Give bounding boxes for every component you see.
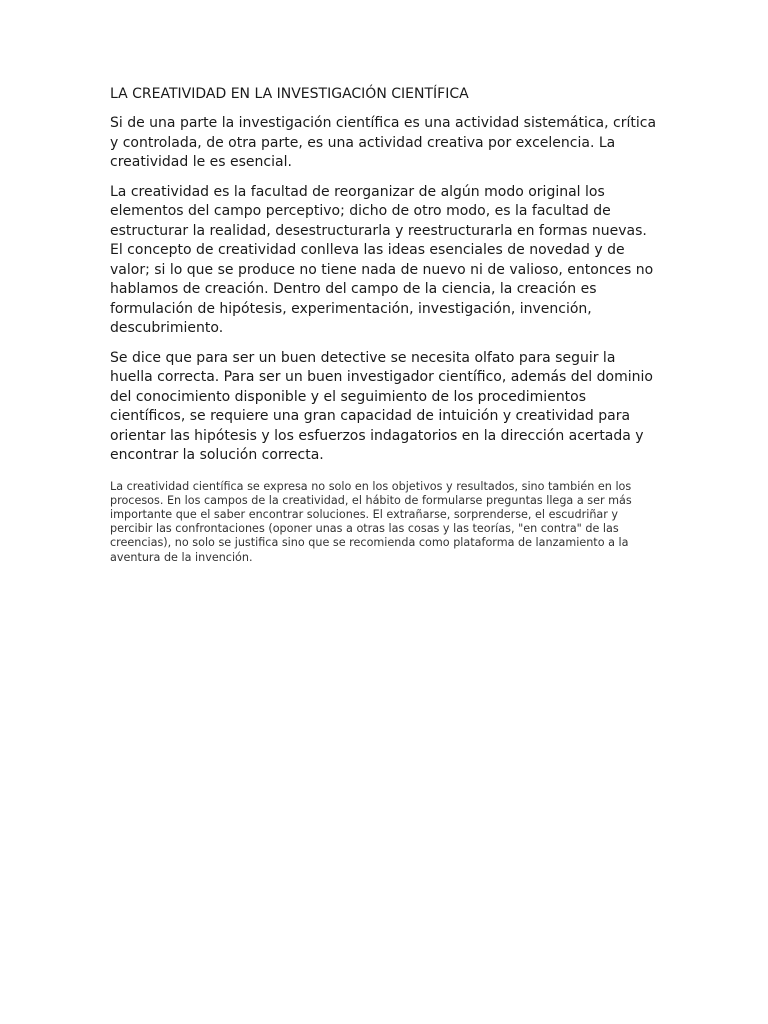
paragraph-intro: Si de una parte la investigación científica es una actividad sistemática, crítica y controlada, de otra parte, es una actividad creativa por excelencia. La creatividad le es esencial. [110, 115, 657, 170]
document-page [110, 84, 658, 565]
paragraph-definition: La creatividad es la facultad de reorganizar de algún modo original los elementos del campo perceptivo; dicho de otro modo, es la facultad de estructurar la realidad, desestructurarla y reestructurarla en formas nuevas. El concepto de creatividad conlleva las ideas esenciales de novedad y de valor; si lo que se produce no tiene nada de nuevo ni de valioso, entonces no hablamos de creación. Dentro del campo de la ciencia, la creación es formulación de hipótesis, experimentación, investigación, invención, descubrimiento. [110, 183, 654, 336]
paragraph-small-print: La creatividad científica se expresa no solo en los objetivos y resultados, sino también en los procesos. En los campos de la creatividad, el hábito de formularse preguntas llega a ser más importante que el saber encontrar soluciones. El extrañarse, sorprenderse, el escudriñar y percibir las confrontaciones (oponer unas a otras las cosas y las teorías, "en contra" de las creencias), no solo se justifica sino que se recomienda como plataforma de lanzamiento a la aventura de la invención. [110, 479, 632, 564]
paragraph-detective: Se dice que para ser un buen detective se necesita olfato para seguir la huella correcta. Para ser un buen investigador científico, además del dominio del conocimiento disponible y el seguimiento de los procedimientos científicos, se requiere una gran capacidad de intuición y creatividad para orientar las hipótesis y los esfuerzos indagatorios en la dirección acertada y encontrar la solución correcta. [110, 349, 653, 463]
document-title: LA CREATIVIDAD EN LA INVESTIGACIÓN CIENTÍFICA [110, 86, 469, 102]
